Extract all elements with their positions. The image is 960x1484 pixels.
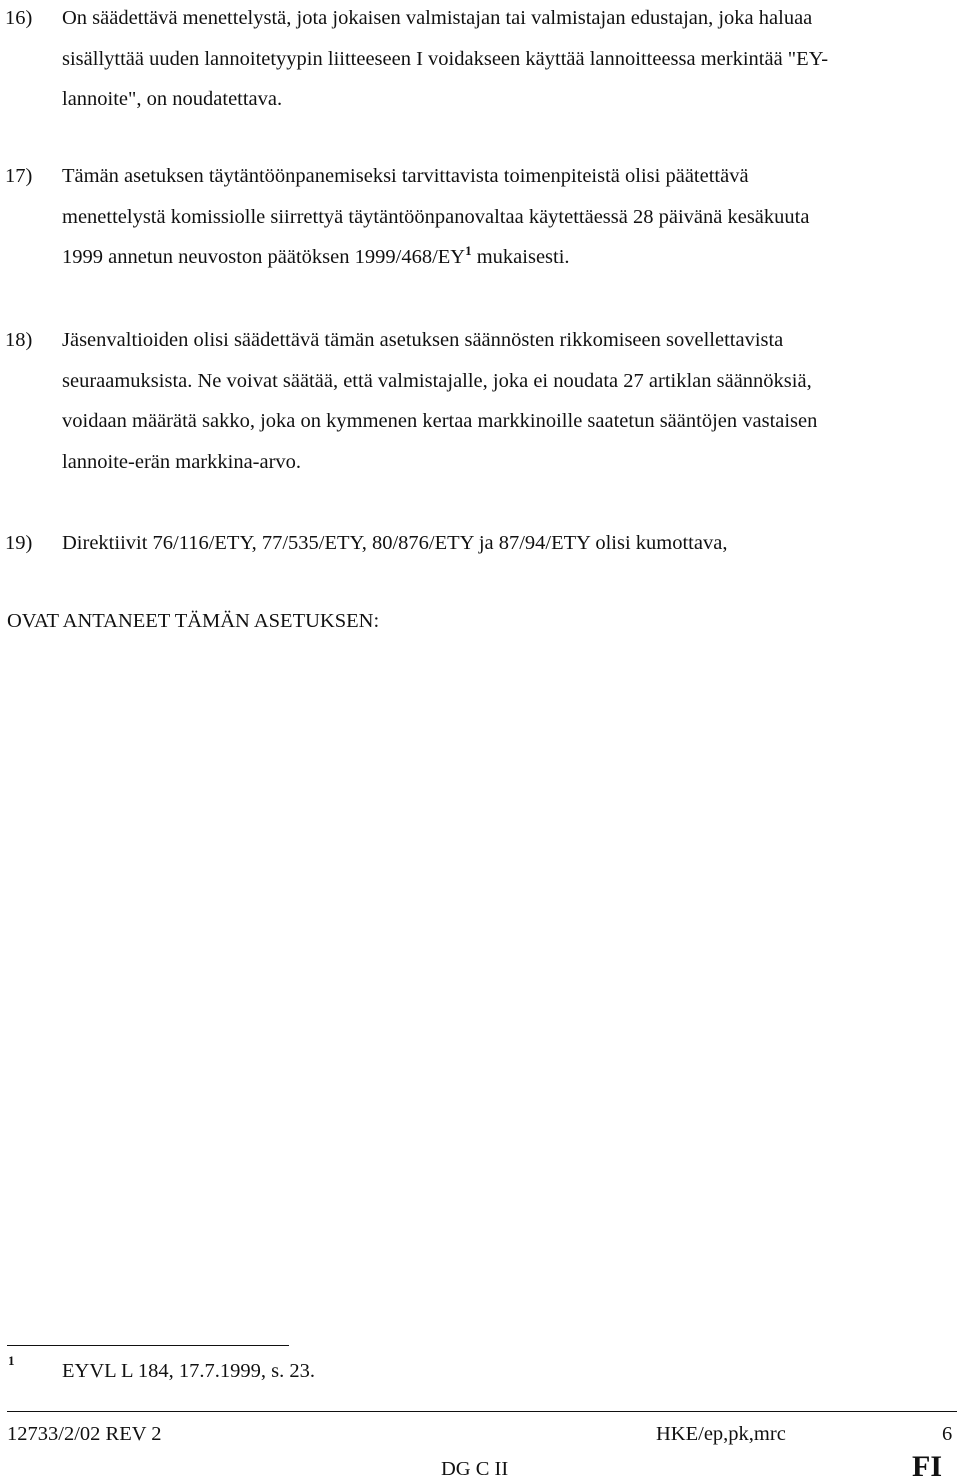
recital-line: voidaan määrätä sakko, joka on kymmenen kertaa markkinoille saatetun sääntöjen vastaisen <box>62 410 818 432</box>
recital-line: Tämän asetuksen täytäntöönpanemiseksi tarvittavista toimenpiteistä olisi päätettävä <box>62 165 749 187</box>
author-initials: HKE/ep,pk,mrc <box>656 1423 786 1445</box>
recital-line: seuraamuksista. Ne voivat säätää, että valmistajalle, joka ei noudata 27 artiklan säännöksiä, <box>62 369 812 392</box>
recital-line: lannoite", on noudatettava. <box>62 88 283 110</box>
recital-line <box>62 237 952 278</box>
footer-rule <box>7 1411 957 1412</box>
recital-line: On säädettävä menettelystä, jota jokaisen valmistajan tai valmistajan edustajan, joka haluaa <box>62 7 813 29</box>
recital-line-text: 1999 annetun neuvoston päätöksen 1999/468/EY <box>62 246 466 268</box>
recital-line: sisällyttää uuden lannoitetyypin liitteeseen I voidakseen käyttää lannoitteessa merkintää "EY- <box>62 47 829 70</box>
directorate-general: DG C II <box>441 1458 509 1480</box>
footnote-separator <box>7 1345 289 1346</box>
recital-number: 19) <box>5 532 33 554</box>
footnote-reference[interactable]: 1 <box>465 243 472 259</box>
recital-line: Jäsenvaltioiden olisi säädettävä tämän asetuksen säännösten rikkomiseen sovellettavista <box>62 329 784 351</box>
footnote-mark: 1 <box>8 1353 15 1368</box>
recital-line: lannoite-erän markkina-arvo. <box>62 450 302 473</box>
recital-number: 17) <box>5 165 33 187</box>
recital-17 <box>0 156 952 278</box>
language-code: FI <box>912 1450 942 1483</box>
recital-number: 16) <box>5 7 33 29</box>
recital-line-tail: mukaisesti. <box>471 246 570 268</box>
enacting-formula: OVAT ANTANEET TÄMÄN ASETUKSEN: <box>7 610 380 632</box>
recital-line: menettelystä komissiolle siirrettyä täytäntöönpanovaltaa käytettäessä 28 päivänä kesäkuuta <box>62 205 810 228</box>
recital-16 <box>0 0 952 120</box>
document-reference: 12733/2/02 REV 2 <box>7 1423 162 1445</box>
footnote-text: EYVL L 184, 17.7.1999, s. 23. <box>62 1360 316 1382</box>
recital-18 <box>0 320 952 482</box>
recital-number: 18) <box>5 329 33 351</box>
recital-19 <box>0 523 952 564</box>
recital-line: Direktiivit 76/116/ETY, 77/535/ETY, 80/876/ETY ja 87/94/ETY olisi kumottava, <box>62 532 728 554</box>
page-number: 6 <box>942 1423 953 1445</box>
